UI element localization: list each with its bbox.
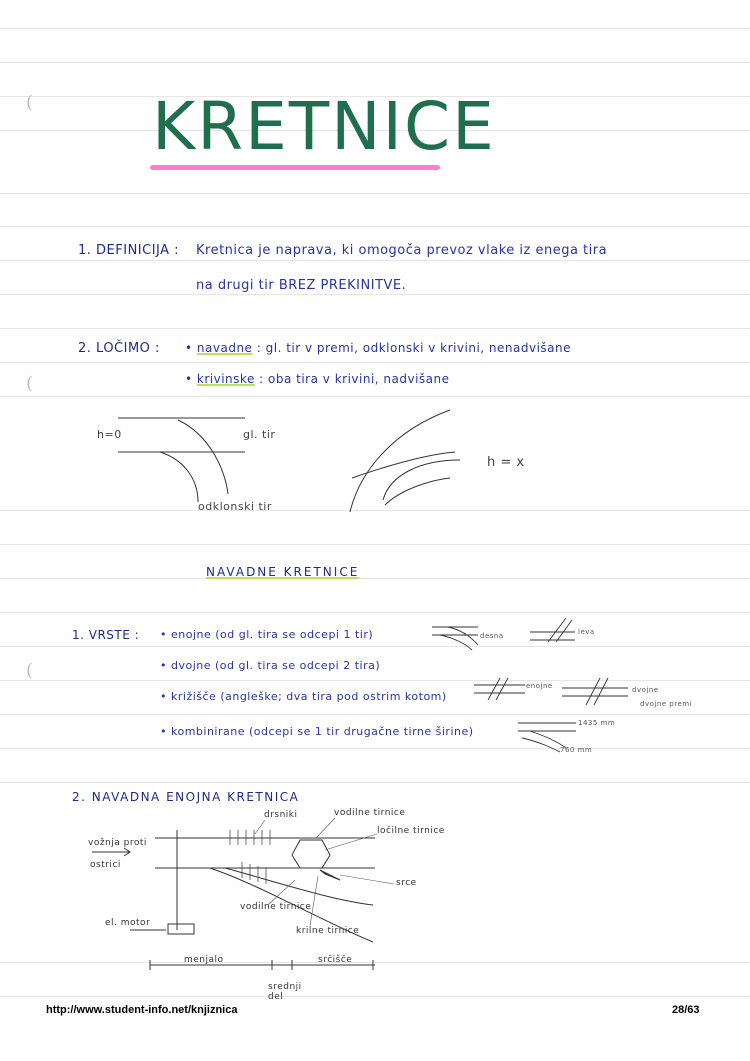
section-locimo-label: 2. LOČIMO : — [78, 341, 160, 356]
label-branch-track: odklonski tir — [198, 500, 272, 513]
definition-line-2: na drugi tir BREZ PREKINITVE. — [196, 278, 407, 293]
margin-mark: ( — [26, 92, 34, 113]
locimo-item-1: • navadne : gl. tir v premi, odklonski v krivini, nenadvišane — [185, 341, 571, 355]
label-drsniki: drsniki — [264, 810, 298, 820]
label-el-motor: el. motor — [105, 918, 151, 928]
definition-line-1: Kretnica je naprava, ki omogoča prevoz vlake iz enega tira — [196, 243, 608, 258]
section-enojna-kretnica-label: 2. NAVADNA ENOJNA KRETNICA — [72, 790, 300, 804]
footer-page-number: 28/63 — [672, 1004, 700, 1016]
label-dvojne-premi: dvojne premi — [640, 700, 693, 708]
vrste-item: • križišče (angleške; dva tira pod ostrim kotom) — [160, 690, 447, 703]
label-srcisce: srčišče — [318, 955, 353, 965]
page-title: KRETNICE — [152, 88, 496, 165]
label-ostrici: ostrici — [90, 860, 121, 870]
term-krivinske: krivinske — [196, 372, 255, 386]
section-definition-label: 1. DEFINICIJA : — [78, 243, 180, 258]
heading-navadne-kretnice: NAVADNE KRETNICE — [206, 565, 360, 579]
label-760mm: 760 mm — [560, 746, 593, 754]
diagram-straight-switch — [118, 418, 245, 502]
footer-url[interactable]: http://www.student-info.net/knjiznica — [46, 1004, 238, 1016]
sketch-leva — [530, 618, 575, 642]
diagram-curved-switch — [350, 410, 460, 512]
label-vodilne-tirnice-bottom: vodilne tirnice — [240, 902, 312, 912]
vrste-item: • dvojne (od gl. tira se odcepi 2 tira) — [160, 659, 381, 672]
label-enojne: enojne — [526, 682, 553, 690]
vrste-item: • enojne (od gl. tira se odcepi 1 tir) — [160, 628, 374, 641]
label-voznja-proti: vožnja proti — [88, 838, 147, 848]
term-navadne-text: : gl. tir v premi, odklonski v krivini, nenadvišane — [256, 341, 571, 355]
label-krilne-tirnice: krilne tirnice — [296, 926, 360, 936]
label-hx: h = x — [487, 455, 525, 470]
label-menjalo: menjalo — [184, 955, 224, 965]
label-leva: leva — [578, 628, 595, 636]
label-dvojne: dvojne — [632, 686, 659, 694]
margin-mark: ( — [26, 660, 34, 681]
label-desna: desna — [480, 632, 504, 640]
sketch-krizisce — [474, 678, 628, 705]
label-h0: h=0 — [97, 428, 122, 441]
vrste-item: • kombinirane (odcepi se 1 tir drugačne tirne širine) — [160, 725, 474, 738]
diagram-single-switch — [92, 830, 375, 970]
term-navadne: navadne — [196, 341, 253, 355]
label-main-track: gl. tir — [243, 428, 276, 441]
locimo-item-2: • krivinske : oba tira v krivini, nadvišane — [185, 372, 450, 386]
label-srednji-del: srednji del — [268, 982, 302, 1002]
sketch-kombinirane — [518, 723, 576, 752]
label-srce: srce — [396, 878, 417, 888]
label-1435mm: 1435 mm — [578, 719, 616, 727]
margin-mark: ( — [26, 373, 34, 394]
term-krivinske-text: : oba tira v krivini, nadvišane — [259, 372, 450, 386]
sketch-enojne — [432, 627, 478, 650]
label-vodilne-tirnice-top: vodilne tirnice — [334, 808, 406, 818]
label-locilne-tirnice: ločilne tirnice — [377, 826, 445, 836]
section-vrste-label: 1. VRSTE : — [72, 628, 140, 642]
